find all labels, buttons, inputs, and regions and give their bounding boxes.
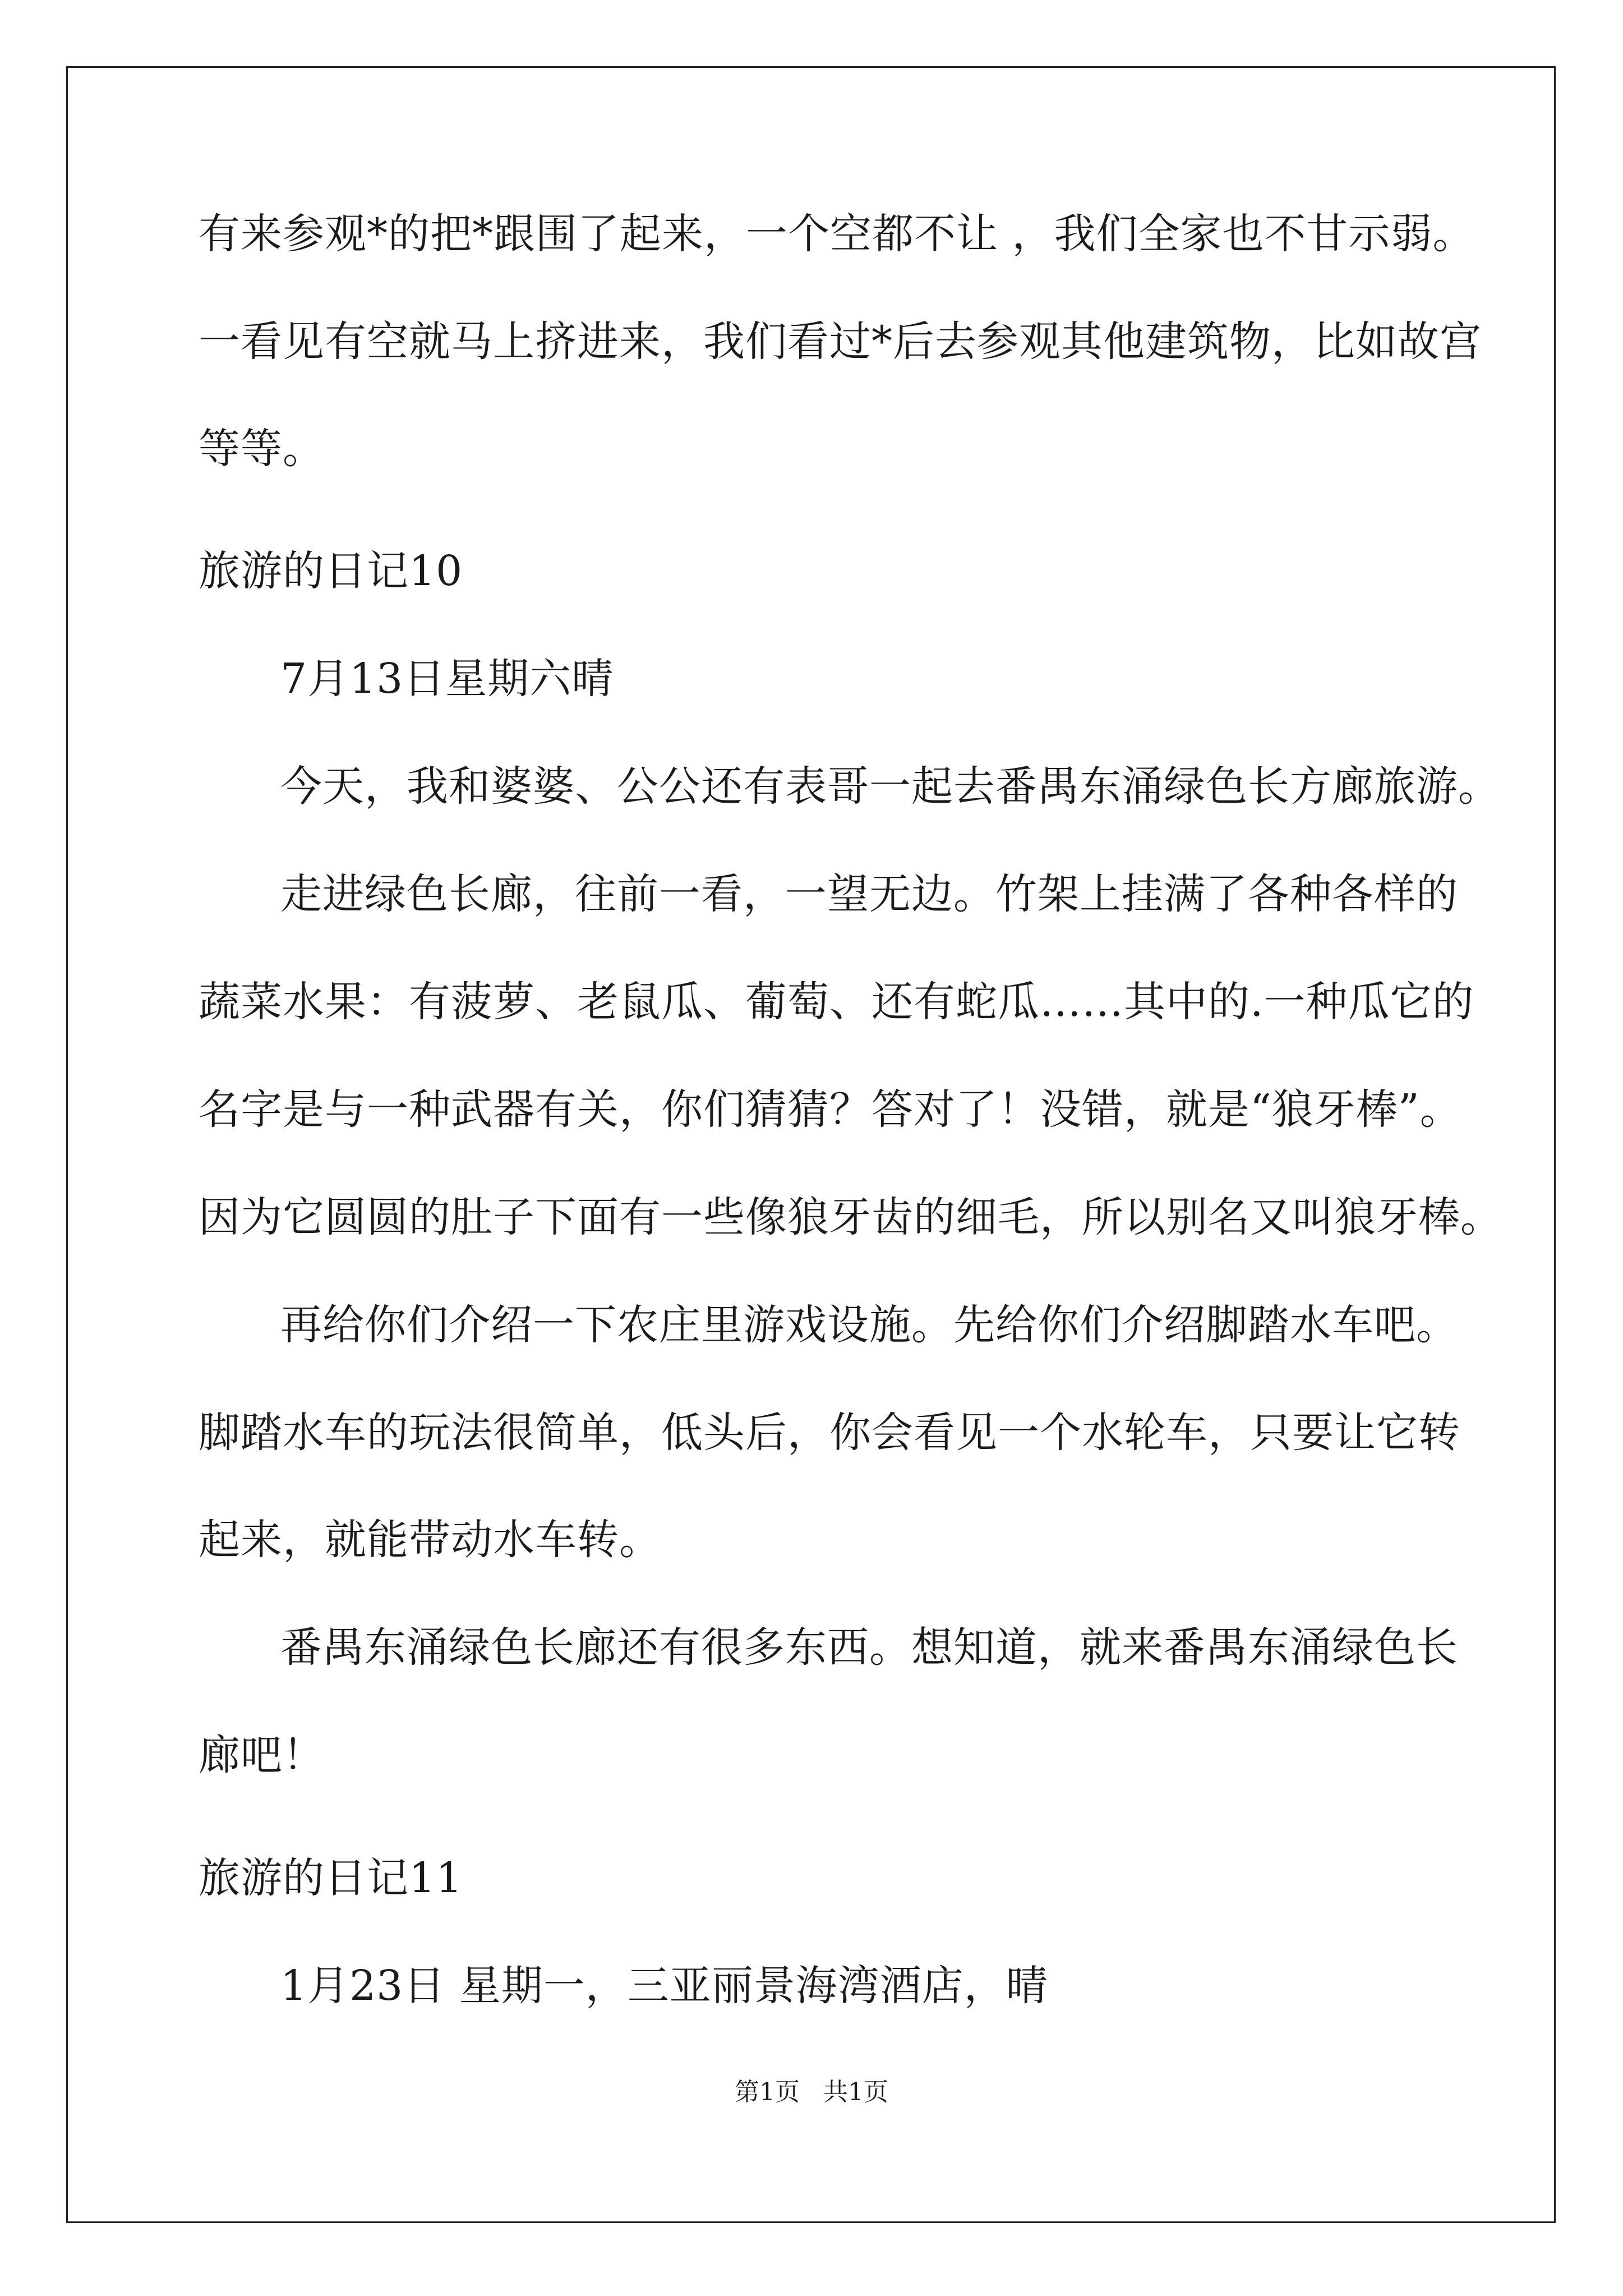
body-text-line: 脚踏水车的玩法很简单，低头后，你会看见一个水轮车，只要让它转 [199,1409,1460,1457]
section-heading: 旅游的日记11 [199,1854,463,1902]
body-text-line: 名字是与一种武器有关，你们猜猜？答对了！没错，就是“狼牙棒”。 [199,1085,1462,1134]
page-total: 共1页 [823,2078,888,2106]
body-text-line: 番禺东涌绿色长廊还有很多东西。想知道，就来番禺东涌绿色长 [280,1623,1458,1672]
body-text-line: 再给你们介绍一下农庄里游戏设施。先给你们介绍脚踏水车吧。 [280,1301,1458,1349]
page-footer [0,2076,1623,2109]
body-text-line: 一看见有空就马上挤进来，我们看过*后去参观其他建筑物，比如故宫 [199,318,1482,366]
diary-date-line: 7月13日星期六晴 [280,655,614,703]
body-text-line: 走进绿色长廊，往前一看，一望无边。竹架上挂满了各种各样的 [280,870,1458,918]
body-text-line: 今天，我和婆婆、公公还有表哥一起去番禺东涌绿色长方廊旅游。 [280,762,1500,811]
body-text-line: 起来，就能带动水车转。 [199,1516,661,1564]
section-heading: 旅游的日记10 [199,547,463,595]
body-text-line: 蔬菜水果：有菠萝、老鼠瓜、葡萄、还有蛇瓜……其中的.一种瓜它的 [199,978,1474,1026]
body-text-line: 有来参观*的把*跟围了起来，一个空都不让 ，我们全家也不甘示弱。 [199,210,1475,258]
body-text-line: 廊吧！ [199,1731,325,1779]
page-number: 第1页 [735,2078,800,2106]
diary-date-line: 1月23日 星期一，三亚丽景海湾酒店，晴 [280,1962,1048,2010]
body-text-line: 因为它圆圆的肚子下面有一些像狼牙齿的细毛，所以别名又叫狼牙棒。 [199,1193,1502,1241]
body-text-line: 等等。 [199,425,325,473]
